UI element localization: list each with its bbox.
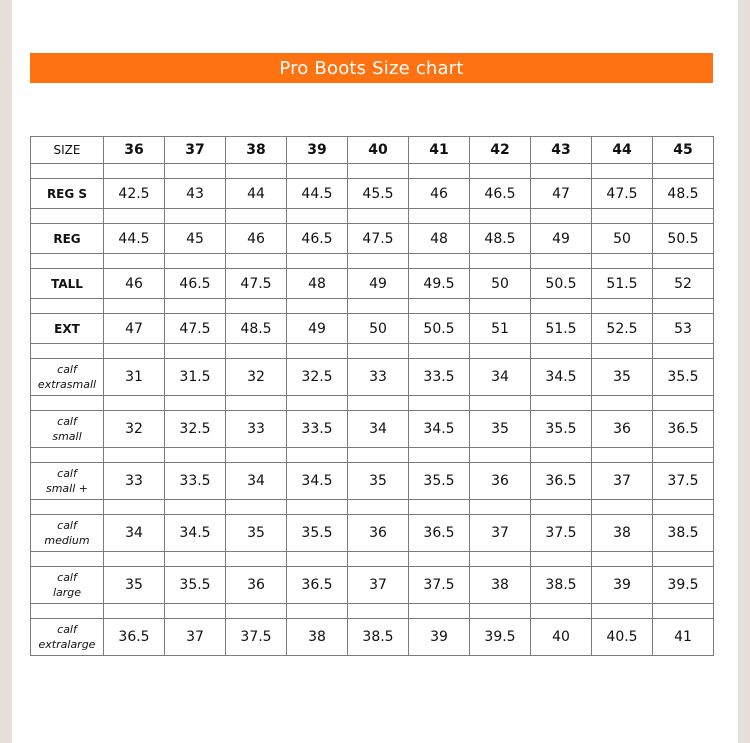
row-label-line2: extrasmall <box>37 378 97 391</box>
spacer-cell <box>348 254 409 269</box>
spacer-cell <box>592 396 653 411</box>
row-label: REG <box>31 224 104 254</box>
value-cell: 33 <box>104 463 165 500</box>
spacer-cell <box>31 396 104 411</box>
value-cell: 36.5 <box>653 411 714 448</box>
spacer-cell <box>226 396 287 411</box>
value-cell: 36.5 <box>531 463 592 500</box>
spacer-cell <box>653 164 714 179</box>
value-cell: 38.5 <box>348 619 409 656</box>
header-row <box>31 137 714 164</box>
spacer-cell <box>348 552 409 567</box>
value-cell: 45 <box>165 224 226 254</box>
spacer-cell <box>226 209 287 224</box>
row-label-line1: calf <box>57 467 77 480</box>
value-cell: 35 <box>348 463 409 500</box>
value-cell: 35.5 <box>409 463 470 500</box>
spacer-row <box>31 209 714 224</box>
row-label: REG S <box>31 179 104 209</box>
value-cell: 42.5 <box>104 179 165 209</box>
spacer-cell <box>226 448 287 463</box>
value-cell: 35.5 <box>653 359 714 396</box>
spacer-cell <box>287 604 348 619</box>
value-cell: 51.5 <box>592 269 653 299</box>
value-cell: 37 <box>592 463 653 500</box>
value-cell: 33 <box>348 359 409 396</box>
size-row <box>31 179 714 209</box>
spacer-cell <box>653 500 714 515</box>
value-cell: 34.5 <box>531 359 592 396</box>
value-cell: 52 <box>653 269 714 299</box>
value-cell: 33.5 <box>287 411 348 448</box>
value-cell: 36.5 <box>409 515 470 552</box>
spacer-cell <box>531 299 592 314</box>
spacer-cell <box>104 448 165 463</box>
spacer-cell <box>104 604 165 619</box>
value-cell: 49 <box>348 269 409 299</box>
spacer-cell <box>31 254 104 269</box>
spacer-cell <box>104 500 165 515</box>
value-cell: 43 <box>165 179 226 209</box>
value-cell: 32 <box>104 411 165 448</box>
spacer-cell <box>409 396 470 411</box>
value-cell: 33 <box>226 411 287 448</box>
header-size-label: SIZE <box>31 137 104 164</box>
value-cell: 46.5 <box>287 224 348 254</box>
spacer-cell <box>226 552 287 567</box>
value-cell: 44 <box>226 179 287 209</box>
header-size-cell: 45 <box>653 137 714 164</box>
value-cell: 50 <box>592 224 653 254</box>
spacer-cell <box>653 552 714 567</box>
row-label-line1: calf <box>57 363 77 376</box>
value-cell: 46 <box>104 269 165 299</box>
value-cell: 37.5 <box>653 463 714 500</box>
spacer-cell <box>165 500 226 515</box>
spacer-cell <box>226 299 287 314</box>
spacer-cell <box>531 344 592 359</box>
header-size-cell: 40 <box>348 137 409 164</box>
row-label-line2: extralarge <box>38 638 96 651</box>
spacer-cell <box>226 254 287 269</box>
spacer-cell <box>165 164 226 179</box>
value-cell: 46 <box>226 224 287 254</box>
spacer-cell <box>470 552 531 567</box>
value-cell: 35 <box>104 567 165 604</box>
value-cell: 34 <box>348 411 409 448</box>
value-cell: 44.5 <box>287 179 348 209</box>
spacer-cell <box>470 164 531 179</box>
value-cell: 36.5 <box>287 567 348 604</box>
spacer-cell <box>470 344 531 359</box>
size-row <box>31 269 714 299</box>
value-cell: 37.5 <box>531 515 592 552</box>
left-edge-shadow <box>0 0 12 743</box>
spacer-cell <box>31 164 104 179</box>
spacer-cell <box>531 500 592 515</box>
spacer-cell <box>348 500 409 515</box>
spacer-cell <box>409 604 470 619</box>
value-cell: 37 <box>348 567 409 604</box>
value-cell: 38.5 <box>531 567 592 604</box>
value-cell: 34 <box>104 515 165 552</box>
spacer-cell <box>165 254 226 269</box>
spacer-cell <box>287 209 348 224</box>
spacer-cell <box>592 299 653 314</box>
spacer-cell <box>226 164 287 179</box>
spacer-cell <box>653 448 714 463</box>
spacer-cell <box>470 448 531 463</box>
value-cell: 50 <box>348 314 409 344</box>
spacer-cell <box>165 448 226 463</box>
spacer-row <box>31 552 714 567</box>
row-label-line1: calf <box>57 415 77 428</box>
spacer-cell <box>287 299 348 314</box>
value-cell: 37 <box>470 515 531 552</box>
size-row <box>31 359 714 396</box>
spacer-cell <box>104 254 165 269</box>
value-cell: 38.5 <box>653 515 714 552</box>
value-cell: 48.5 <box>653 179 714 209</box>
title-bar <box>30 53 713 83</box>
spacer-cell <box>31 448 104 463</box>
spacer-cell <box>653 344 714 359</box>
row-label <box>31 411 104 448</box>
value-cell: 47 <box>531 179 592 209</box>
value-cell: 39 <box>592 567 653 604</box>
value-cell: 47.5 <box>592 179 653 209</box>
chart-title: Pro Boots Size chart <box>279 57 464 79</box>
value-cell: 35 <box>470 411 531 448</box>
spacer-cell <box>470 209 531 224</box>
value-cell: 46.5 <box>470 179 531 209</box>
value-cell: 36 <box>226 567 287 604</box>
row-label-line1: calf <box>57 623 77 636</box>
spacer-cell <box>104 396 165 411</box>
spacer-cell <box>348 209 409 224</box>
spacer-cell <box>31 552 104 567</box>
spacer-cell <box>348 164 409 179</box>
spacer-cell <box>592 164 653 179</box>
value-cell: 44.5 <box>104 224 165 254</box>
spacer-cell <box>653 396 714 411</box>
header-size-cell: 39 <box>287 137 348 164</box>
row-label: TALL <box>31 269 104 299</box>
header-size-cell: 44 <box>592 137 653 164</box>
value-cell: 50.5 <box>409 314 470 344</box>
spacer-cell <box>409 164 470 179</box>
value-cell: 51 <box>470 314 531 344</box>
spacer-cell <box>226 500 287 515</box>
spacer-cell <box>31 299 104 314</box>
spacer-cell <box>287 396 348 411</box>
spacer-cell <box>287 164 348 179</box>
spacer-cell <box>409 500 470 515</box>
value-cell: 49 <box>287 314 348 344</box>
spacer-cell <box>31 500 104 515</box>
spacer-row <box>31 344 714 359</box>
value-cell: 36 <box>470 463 531 500</box>
value-cell: 37.5 <box>409 567 470 604</box>
spacer-row <box>31 396 714 411</box>
value-cell: 35.5 <box>287 515 348 552</box>
size-row <box>31 224 714 254</box>
spacer-cell <box>287 552 348 567</box>
spacer-row <box>31 448 714 463</box>
value-cell: 34.5 <box>165 515 226 552</box>
spacer-cell <box>104 299 165 314</box>
value-cell: 34.5 <box>409 411 470 448</box>
row-label <box>31 567 104 604</box>
spacer-cell <box>165 552 226 567</box>
row-label <box>31 515 104 552</box>
spacer-cell <box>165 209 226 224</box>
spacer-cell <box>226 344 287 359</box>
spacer-row <box>31 299 714 314</box>
spacer-cell <box>31 209 104 224</box>
header-size-cell: 38 <box>226 137 287 164</box>
spacer-cell <box>104 209 165 224</box>
spacer-cell <box>104 552 165 567</box>
spacer-cell <box>592 344 653 359</box>
spacer-row <box>31 500 714 515</box>
spacer-cell <box>287 500 348 515</box>
row-label <box>31 463 104 500</box>
spacer-cell <box>531 254 592 269</box>
spacer-cell <box>348 299 409 314</box>
value-cell: 39.5 <box>470 619 531 656</box>
spacer-cell <box>165 396 226 411</box>
header-size-cell: 41 <box>409 137 470 164</box>
value-cell: 34 <box>226 463 287 500</box>
value-cell: 39.5 <box>653 567 714 604</box>
value-cell: 53 <box>653 314 714 344</box>
spacer-cell <box>409 209 470 224</box>
size-row <box>31 619 714 656</box>
spacer-cell <box>531 604 592 619</box>
value-cell: 49 <box>531 224 592 254</box>
spacer-row <box>31 164 714 179</box>
value-cell: 47.5 <box>226 269 287 299</box>
header-size-cell: 37 <box>165 137 226 164</box>
size-table <box>30 136 714 656</box>
header-size-cell: 43 <box>531 137 592 164</box>
row-label-line2: small <box>52 430 82 443</box>
value-cell: 48.5 <box>470 224 531 254</box>
spacer-cell <box>592 448 653 463</box>
spacer-row <box>31 254 714 269</box>
spacer-cell <box>592 254 653 269</box>
spacer-cell <box>165 299 226 314</box>
spacer-cell <box>409 344 470 359</box>
spacer-cell <box>287 448 348 463</box>
value-cell: 41 <box>653 619 714 656</box>
value-cell: 47.5 <box>165 314 226 344</box>
spacer-cell <box>531 164 592 179</box>
value-cell: 50 <box>470 269 531 299</box>
spacer-cell <box>165 344 226 359</box>
value-cell: 50.5 <box>653 224 714 254</box>
value-cell: 52.5 <box>592 314 653 344</box>
value-cell: 47 <box>104 314 165 344</box>
value-cell: 37.5 <box>226 619 287 656</box>
value-cell: 38 <box>592 515 653 552</box>
row-label <box>31 619 104 656</box>
row-label-line1: calf <box>57 571 77 584</box>
value-cell: 38 <box>470 567 531 604</box>
header-size-cell: 42 <box>470 137 531 164</box>
value-cell: 40 <box>531 619 592 656</box>
value-cell: 33.5 <box>165 463 226 500</box>
row-label: EXT <box>31 314 104 344</box>
row-label-line2: medium <box>44 534 90 547</box>
spacer-cell <box>104 344 165 359</box>
spacer-cell <box>653 254 714 269</box>
spacer-cell <box>470 254 531 269</box>
row-label-line1: calf <box>57 519 77 532</box>
value-cell: 33.5 <box>409 359 470 396</box>
value-cell: 46 <box>409 179 470 209</box>
value-cell: 32.5 <box>165 411 226 448</box>
spacer-cell <box>531 396 592 411</box>
value-cell: 36 <box>592 411 653 448</box>
value-cell: 39 <box>409 619 470 656</box>
row-label-line2: small + <box>45 482 88 495</box>
spacer-cell <box>653 299 714 314</box>
row-label-line2: large <box>52 586 82 599</box>
size-row <box>31 463 714 500</box>
spacer-cell <box>348 448 409 463</box>
value-cell: 37 <box>165 619 226 656</box>
right-edge-shadow <box>738 0 750 743</box>
spacer-cell <box>470 396 531 411</box>
value-cell: 32 <box>226 359 287 396</box>
value-cell: 45.5 <box>348 179 409 209</box>
value-cell: 35.5 <box>165 567 226 604</box>
spacer-row <box>31 604 714 619</box>
spacer-cell <box>226 604 287 619</box>
spacer-cell <box>470 604 531 619</box>
spacer-cell <box>531 448 592 463</box>
spacer-cell <box>653 604 714 619</box>
spacer-cell <box>287 254 348 269</box>
header-size-cell: 36 <box>104 137 165 164</box>
value-cell: 32.5 <box>287 359 348 396</box>
value-cell: 48 <box>409 224 470 254</box>
value-cell: 34 <box>470 359 531 396</box>
spacer-cell <box>409 254 470 269</box>
value-cell: 49.5 <box>409 269 470 299</box>
spacer-cell <box>409 299 470 314</box>
row-label <box>31 359 104 396</box>
spacer-cell <box>409 552 470 567</box>
spacer-cell <box>409 448 470 463</box>
value-cell: 47.5 <box>348 224 409 254</box>
spacer-cell <box>348 396 409 411</box>
spacer-cell <box>348 344 409 359</box>
value-cell: 48.5 <box>226 314 287 344</box>
value-cell: 35 <box>592 359 653 396</box>
value-cell: 38 <box>287 619 348 656</box>
value-cell: 46.5 <box>165 269 226 299</box>
spacer-cell <box>348 604 409 619</box>
value-cell: 48 <box>287 269 348 299</box>
size-row <box>31 411 714 448</box>
spacer-cell <box>592 500 653 515</box>
spacer-cell <box>31 344 104 359</box>
size-row <box>31 567 714 604</box>
spacer-cell <box>470 299 531 314</box>
value-cell: 35.5 <box>531 411 592 448</box>
spacer-cell <box>470 500 531 515</box>
size-row <box>31 515 714 552</box>
value-cell: 36.5 <box>104 619 165 656</box>
spacer-cell <box>165 604 226 619</box>
value-cell: 36 <box>348 515 409 552</box>
value-cell: 31 <box>104 359 165 396</box>
spacer-cell <box>31 604 104 619</box>
spacer-cell <box>531 209 592 224</box>
spacer-cell <box>592 552 653 567</box>
size-row <box>31 314 714 344</box>
value-cell: 40.5 <box>592 619 653 656</box>
value-cell: 51.5 <box>531 314 592 344</box>
value-cell: 31.5 <box>165 359 226 396</box>
spacer-cell <box>531 552 592 567</box>
spacer-cell <box>287 344 348 359</box>
spacer-cell <box>653 209 714 224</box>
spacer-cell <box>104 164 165 179</box>
spacer-cell <box>592 604 653 619</box>
value-cell: 35 <box>226 515 287 552</box>
spacer-cell <box>592 209 653 224</box>
value-cell: 50.5 <box>531 269 592 299</box>
value-cell: 34.5 <box>287 463 348 500</box>
